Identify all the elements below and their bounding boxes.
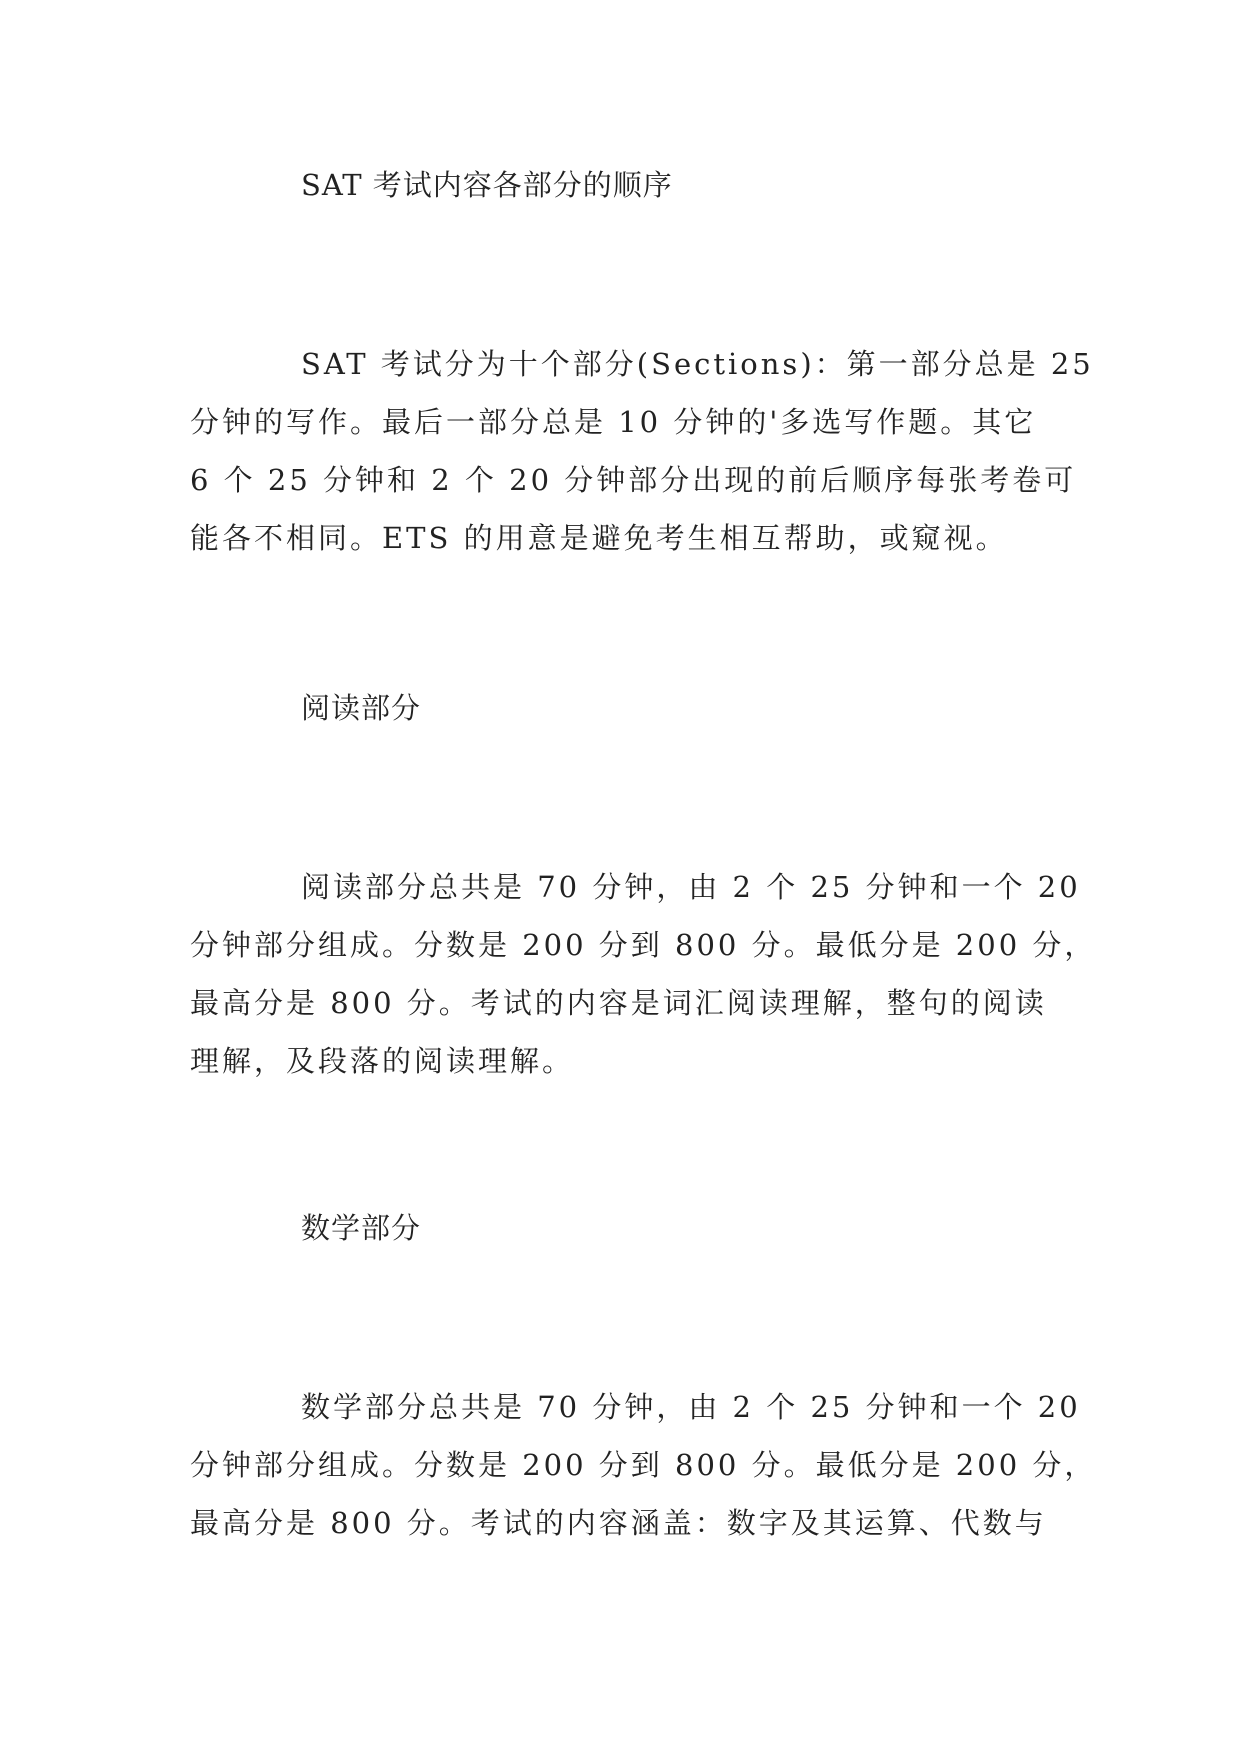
reading-line: 理解，及段落的阅读理解。 [190, 1044, 575, 1078]
math-line: 分钟部分组成。分数是 200 分到 800 分。最低分是 200 分， [190, 1448, 1097, 1482]
intro-line: 能各不相同。ETS 的用意是避免考生相互帮助，或窥视。 [190, 521, 1008, 555]
intro-line: SAT 考试分为十个部分(Sections)：第一部分总是 25 [301, 347, 1094, 381]
document-title: SAT 考试内容各部分的顺序 [301, 168, 673, 202]
reading-paragraph [190, 858, 1097, 1090]
reading-line: 阅读部分总共是 70 分钟，由 2 个 25 分钟和一个 20 [301, 870, 1081, 904]
math-line: 数学部分总共是 70 分钟，由 2 个 25 分钟和一个 20 [301, 1390, 1081, 1424]
intro-line: 6 个 25 分钟和 2 个 20 分钟部分出现的前后顺序每张考卷可 [190, 463, 1077, 497]
reading-line: 最高分是 800 分。考试的内容是词汇阅读理解，整句的阅读 [190, 986, 1047, 1020]
reading-section-heading: 阅读部分 [301, 691, 422, 725]
reading-line: 分钟部分组成。分数是 200 分到 800 分。最低分是 200 分， [190, 928, 1097, 962]
math-section-heading: 数学部分 [301, 1211, 422, 1245]
math-paragraph [190, 1378, 1097, 1552]
intro-line: 分钟的写作。最后一部分总是 10 分钟的'多选写作题。其它 [190, 405, 1037, 439]
math-line: 最高分是 800 分。考试的内容涵盖：数字及其运算、代数与 [190, 1506, 1047, 1540]
intro-paragraph [190, 335, 1094, 567]
